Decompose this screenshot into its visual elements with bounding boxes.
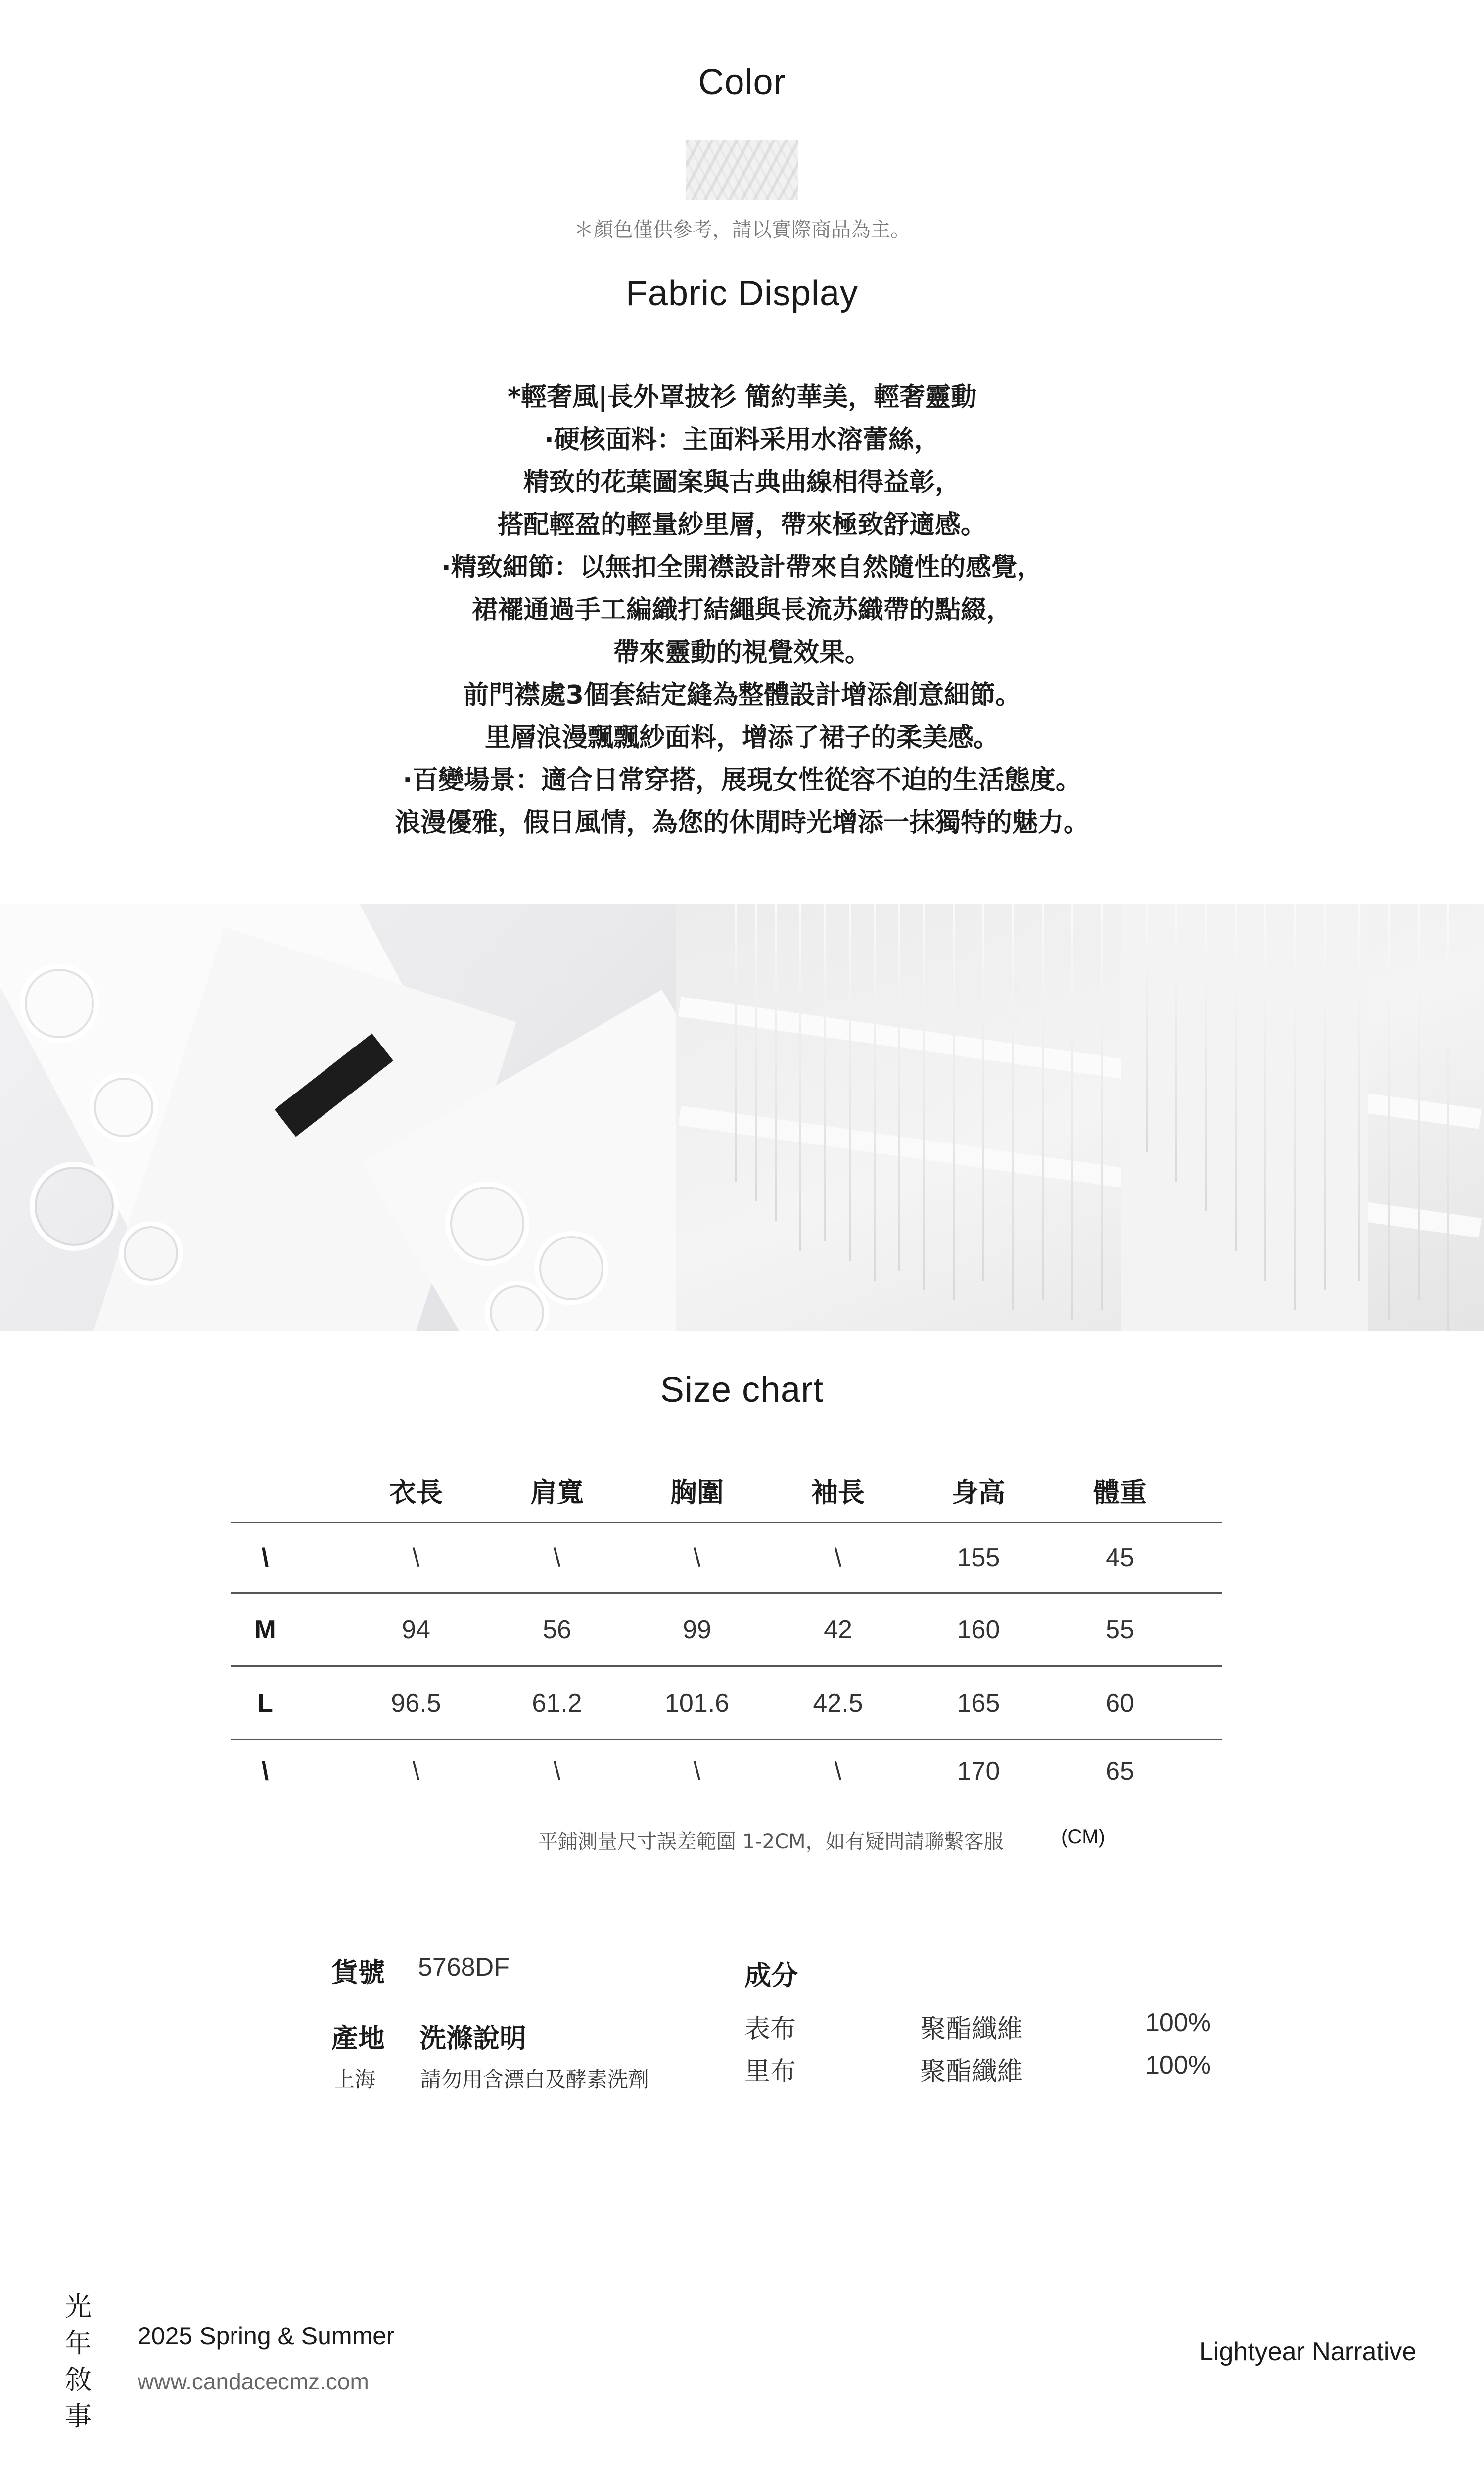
- description-line: 里層浪漫飄飄紗面料，增添了裙子的柔美感。: [484, 723, 999, 753]
- table-cell: \: [553, 1543, 561, 1572]
- size-table-header: [231, 1460, 1222, 1523]
- table-row: [231, 1740, 1222, 1802]
- brand-char: 年: [65, 2328, 92, 2359]
- table-cell: 65: [1106, 1757, 1134, 1786]
- table-cell: 55: [1106, 1615, 1134, 1644]
- column-header: 袖長: [811, 1477, 865, 1508]
- brand-char: 事: [65, 2401, 92, 2432]
- care-label: 洗滌說明: [419, 2023, 526, 2054]
- size-label: M: [254, 1615, 276, 1644]
- description-line: 搭配輕盈的輕量紗里層，帶來極致舒適感。: [497, 510, 986, 540]
- composition-percent: 100%: [1145, 2008, 1211, 2037]
- description-line: ·精致細節：以無扣全開襟設計帶來自然隨性的感覺，: [441, 553, 1043, 582]
- table-cell: 61.2: [532, 1688, 582, 1717]
- table-cell: \: [693, 1757, 701, 1786]
- brand-char: 敘: [65, 2364, 92, 2395]
- table-cell: 165: [957, 1688, 1000, 1717]
- description-line: 裙襬通過手工編織打結繩與長流苏織帶的點綴，: [471, 595, 1012, 625]
- sku-value: 5768DF: [418, 1953, 510, 1982]
- table-cell: \: [553, 1757, 561, 1786]
- website-link[interactable]: www.candacecmz.com: [138, 2369, 369, 2394]
- description-line: ·硬核面料：主面料采用水溶蕾絲，: [544, 425, 940, 455]
- origin-value: 上海: [334, 2067, 376, 2092]
- table-cell: 96.5: [391, 1688, 441, 1717]
- sku-label: 貨號: [331, 1957, 385, 1988]
- care-value: 請勿用含漂白及酵素洗劑: [420, 2067, 649, 2092]
- column-header: 肩寬: [530, 1477, 584, 1508]
- table-cell: 99: [683, 1615, 711, 1644]
- composition-label: 成分: [744, 1960, 798, 1991]
- season-label: 2025 Spring & Summer: [138, 2322, 395, 2350]
- table-cell: 42.5: [813, 1688, 863, 1717]
- table-cell: 101.6: [664, 1688, 730, 1717]
- table-cell: \: [693, 1543, 701, 1572]
- table-cell: \: [834, 1543, 842, 1572]
- size-chart-unit: (CM): [1061, 1826, 1105, 1848]
- color-section-title: Color: [698, 62, 786, 102]
- column-header: 胸圍: [670, 1477, 724, 1508]
- composition-part: 里布: [744, 2057, 796, 2087]
- size-label: L: [257, 1688, 273, 1717]
- table-cell: 94: [402, 1615, 430, 1644]
- size-label: \: [261, 1757, 269, 1786]
- column-header: 衣長: [389, 1477, 443, 1508]
- table-cell: 160: [957, 1615, 1000, 1644]
- table-cell: 45: [1106, 1543, 1134, 1572]
- table-cell: 42: [824, 1615, 852, 1644]
- table-cell: 60: [1106, 1688, 1134, 1717]
- lace-collar-photo: [0, 904, 676, 1331]
- description-line: 精致的花葉圖案與古典曲線相得益彰，: [523, 468, 961, 497]
- table-row: [231, 1594, 1222, 1667]
- fabric-photos: [0, 904, 1484, 1331]
- size-chart-title: Size chart: [660, 1370, 824, 1410]
- description-line: 帶來靈動的視覺效果。: [613, 638, 871, 667]
- composition-material: 聚酯纖維: [920, 2014, 1023, 2044]
- composition-material: 聚酯纖維: [920, 2057, 1023, 2087]
- color-swatch: [686, 140, 798, 200]
- size-chart-note: 平鋪測量尺寸誤差範圍 1-2CM，如有疑問請聯繫客服: [538, 1830, 1004, 1853]
- size-label: \: [261, 1543, 269, 1572]
- brand-name-english: Lightyear Narrative: [1199, 2337, 1417, 2366]
- table-cell: \: [412, 1543, 420, 1572]
- origin-label: 產地: [331, 2023, 385, 2054]
- size-table: [231, 1460, 1222, 1802]
- composition-part: 表布: [744, 2014, 796, 2044]
- description-line: 前門襟處3個套結定縫為整體設計增添創意細節。: [463, 680, 1021, 710]
- fabric-description: [0, 376, 1484, 844]
- description-line: 浪漫優雅，假日風情，為您的休閒時光增添一抹獨特的魅力。: [394, 808, 1089, 838]
- table-row: [231, 1667, 1222, 1740]
- table-cell: 170: [957, 1757, 1000, 1786]
- table-cell: 56: [543, 1615, 571, 1644]
- brand-logo-vertical: [63, 2288, 93, 2435]
- brand-char: 光: [65, 2291, 92, 2322]
- column-header: 身高: [952, 1477, 1005, 1508]
- fringe-hem-photo: [676, 904, 1484, 1331]
- description-line: *輕奢風|長外罩披衫 簡約華美，輕奢靈動: [507, 382, 977, 412]
- table-cell: \: [834, 1757, 842, 1786]
- column-header: 體重: [1093, 1477, 1147, 1508]
- table-row: [231, 1523, 1222, 1594]
- fabric-section-title: Fabric Display: [625, 274, 859, 313]
- table-cell: \: [412, 1757, 420, 1786]
- description-line: ·百變場景：適合日常穿搭，展現女性從容不迫的生活態度。: [403, 765, 1081, 795]
- table-cell: 155: [957, 1543, 1000, 1572]
- color-disclaimer: ＊顏色僅供參考，請以實際商品為主。: [574, 218, 910, 241]
- composition-percent: 100%: [1145, 2051, 1211, 2080]
